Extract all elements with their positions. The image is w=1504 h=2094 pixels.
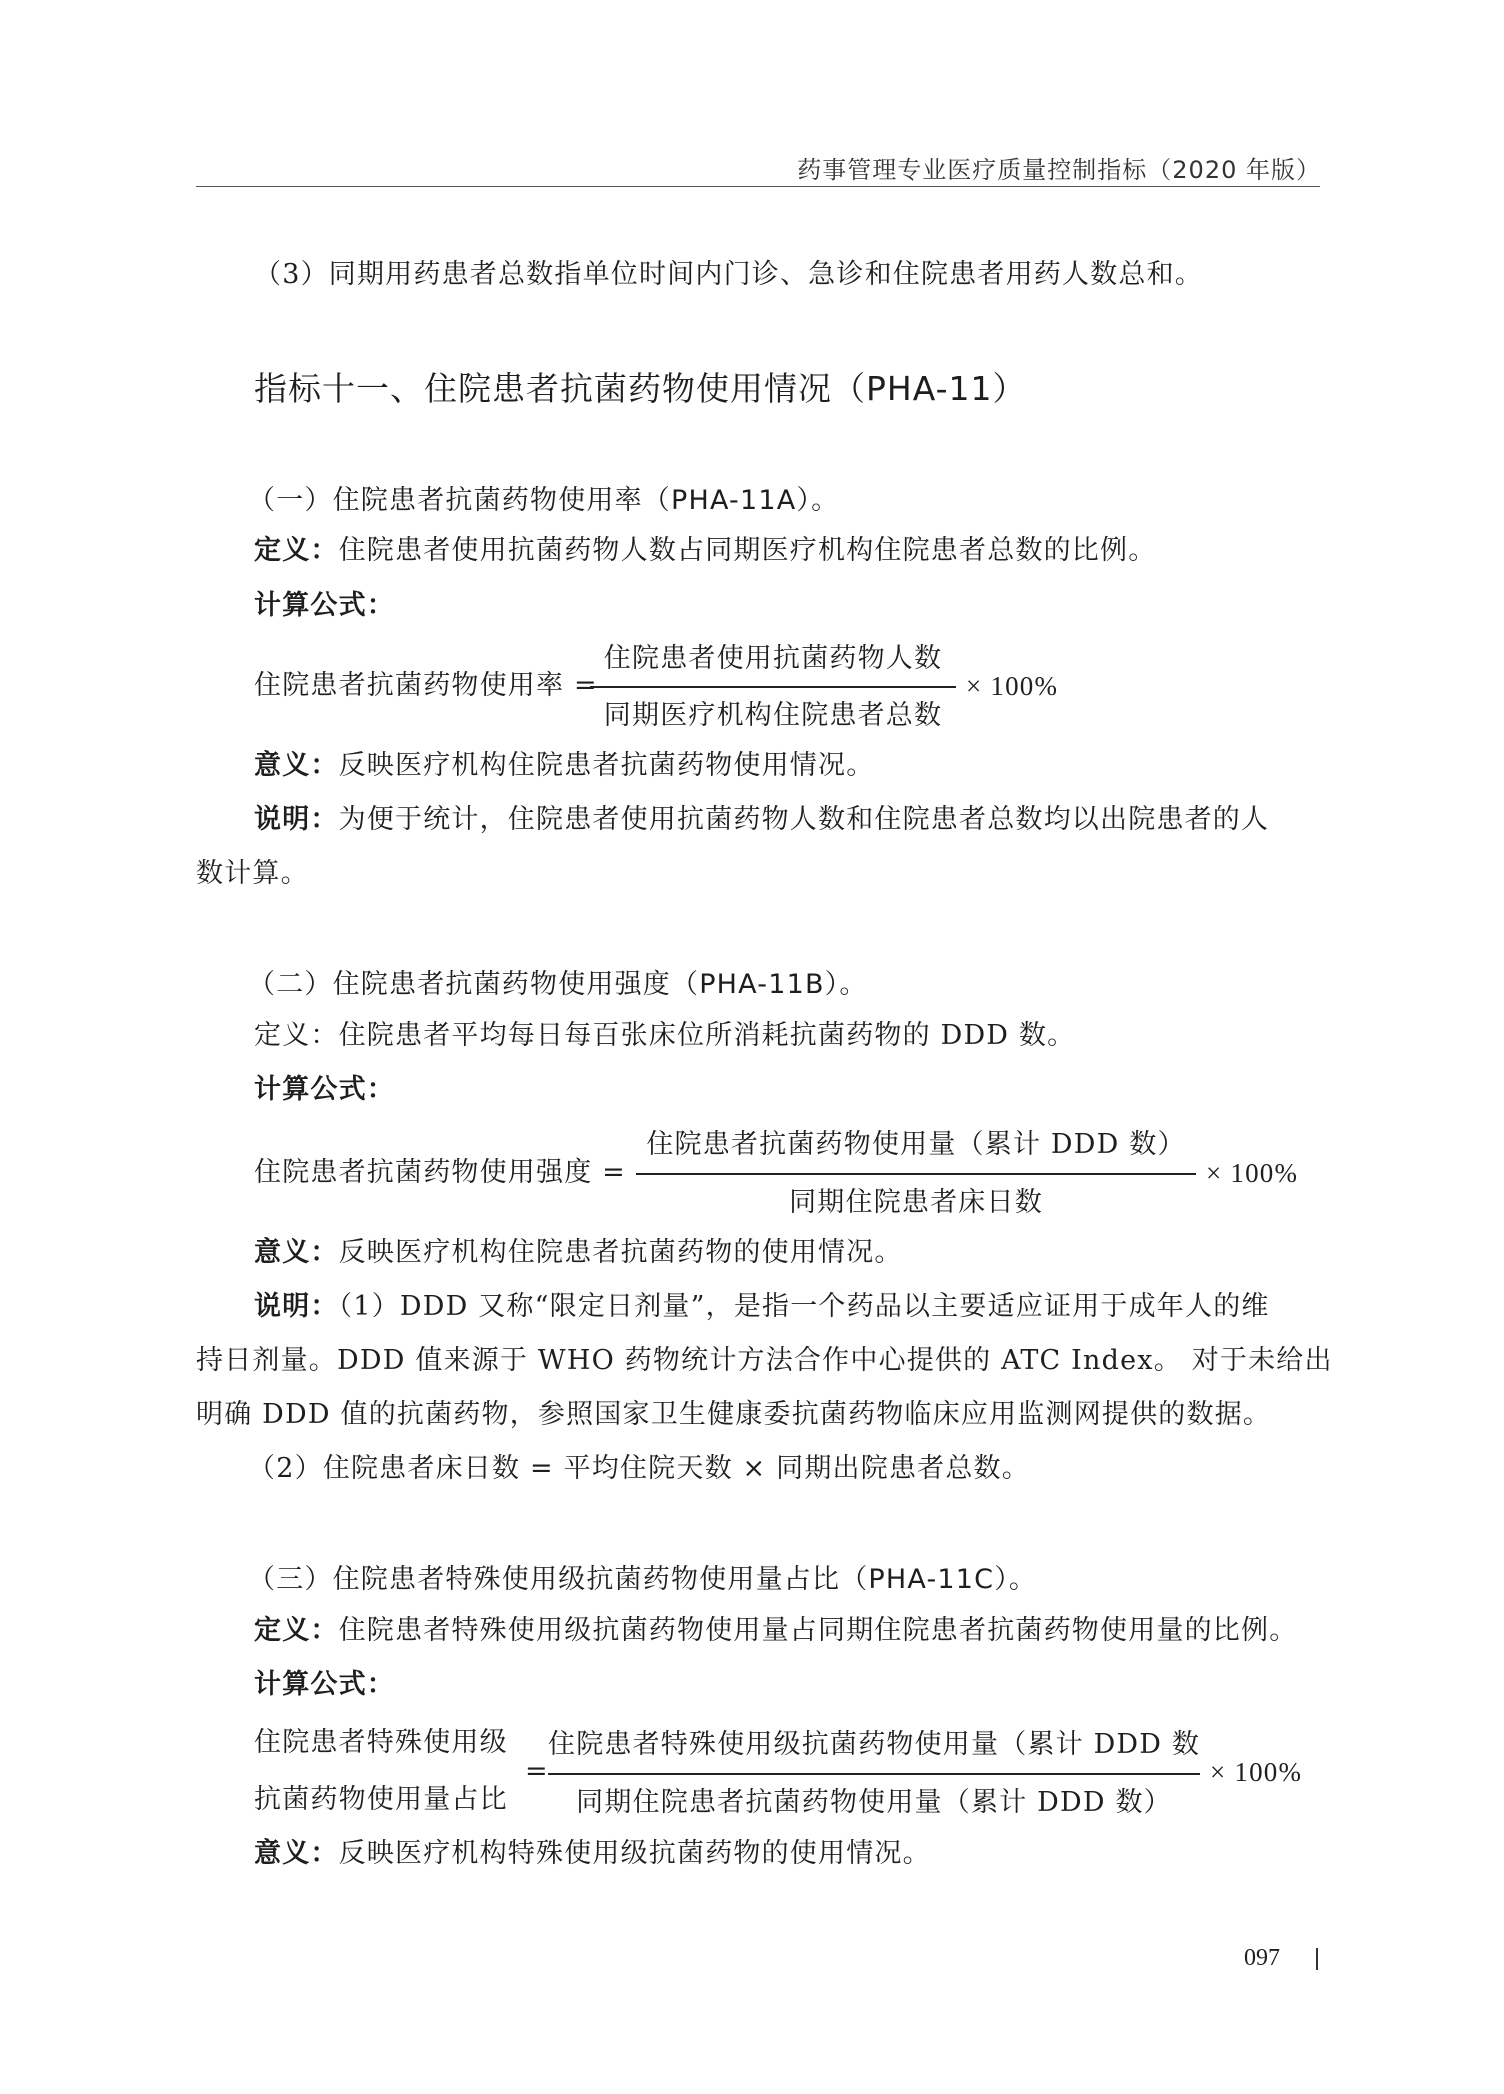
- subsection-c-meaning: [254, 1826, 931, 1882]
- subsection-b-note-line2: 持日剂量。DDD 值来源于 WHO 药物统计方法合作中心提供的 ATC Index。 对于未给出: [196, 1345, 1333, 1376]
- formula-a-factor: × 100%: [966, 671, 1059, 701]
- subsection-c-formula-label: 计算公式：: [254, 1669, 395, 1700]
- subsection-a-note-line2: 数计算。: [196, 858, 309, 889]
- subsection-b-note-line1: [254, 1279, 1270, 1335]
- meaning-label: 意义：: [254, 750, 339, 781]
- note-text: 为便于统计，住院患者使用抗菌药物人数和住院患者总数均以出院患者的人: [338, 804, 1270, 835]
- meaning-text: 反映医疗机构住院患者抗菌药物使用情况。: [338, 750, 875, 781]
- definition-text: 住院患者平均每日每百张床位所消耗抗菌药物的 DDD 数。: [338, 1020, 1076, 1051]
- subsection-b-note-line3: 明确 DDD 值的抗菌药物，参照国家卫生健康委抗菌药物临床应用监测网提供的数据。: [196, 1399, 1272, 1430]
- formula-b-lhs: 住院患者抗菌药物使用强度 =: [254, 1157, 627, 1188]
- section-title: 指标十一、住院患者抗菌药物使用情况（PHA-11）: [254, 369, 1027, 408]
- formula-a-denominator: 同期医疗机构住院患者总数: [603, 700, 943, 731]
- meaning-label: 意义：: [254, 1237, 339, 1268]
- subsection-a-title: （一）住院患者抗菌药物使用率（PHA-11A）。: [248, 485, 840, 516]
- running-header: 药事管理专业医疗质量控制指标（2020 年版）: [797, 156, 1321, 184]
- page-number-bar: [1316, 1948, 1318, 1970]
- subsection-c-definition: [254, 1603, 1297, 1659]
- definition-label: 定义：: [254, 1020, 339, 1051]
- formula-c-numerator: 住院患者特殊使用级抗菌药物使用量（累计 DDD 数: [548, 1729, 1201, 1760]
- meaning-text: 反映医疗机构住院患者抗菌药物的使用情况。: [338, 1237, 903, 1268]
- formula-b-numerator: 住院患者抗菌药物使用量（累计 DDD 数）: [646, 1129, 1186, 1160]
- header-rule: [196, 186, 1320, 187]
- page-number: 097: [1244, 1945, 1280, 1971]
- intro-note: （3）同期用药患者总数指单位时间内门诊、急诊和住院患者用药人数总和。: [254, 259, 1203, 290]
- definition-label: 定义：: [254, 535, 339, 566]
- formula-c-factor: × 100%: [1210, 1757, 1303, 1787]
- formula-c-lhs-line2: 抗菌药物使用量占比: [254, 1784, 508, 1815]
- definition-label: 定义：: [254, 1615, 339, 1646]
- formula-b-denominator: 同期住院患者床日数: [789, 1187, 1043, 1218]
- subsection-a-note-line1: [254, 792, 1269, 848]
- subsection-b-title: （二）住院患者抗菌药物使用强度（PHA-11B）。: [248, 969, 868, 1000]
- subsection-b-note-line4: （2）住院患者床日数 = 平均住院天数 × 同期出院患者总数。: [248, 1453, 1030, 1484]
- subsection-a-definition: [254, 523, 1156, 579]
- definition-text: 住院患者特殊使用级抗菌药物使用量占同期住院患者抗菌药物使用量的比例。: [338, 1615, 1298, 1646]
- definition-text: 住院患者使用抗菌药物人数占同期医疗机构住院患者总数的比例。: [338, 535, 1157, 566]
- formula-c-lhs-line1: 住院患者特殊使用级: [254, 1727, 508, 1758]
- meaning-text: 反映医疗机构特殊使用级抗菌药物的使用情况。: [338, 1838, 931, 1869]
- note-label: 说明：: [254, 1291, 339, 1322]
- meaning-label: 意义：: [254, 1838, 339, 1869]
- formula-c-equals: =: [525, 1756, 549, 1787]
- formula-a-lhs: 住院患者抗菌药物使用率 =: [254, 670, 598, 701]
- formula-a-numerator: 住院患者使用抗菌药物人数: [603, 643, 943, 674]
- subsection-a-meaning: [254, 738, 874, 794]
- formula-b-factor: × 100%: [1206, 1158, 1299, 1188]
- formula-c-denominator: 同期住院患者抗菌药物使用量（累计 DDD 数）: [576, 1787, 1172, 1818]
- note-text: （1）DDD 又称“限定日剂量”，是指一个药品以主要适应证用于成年人的维: [338, 1291, 1270, 1322]
- note-label: 说明：: [254, 804, 339, 835]
- subsection-b-meaning: [254, 1225, 903, 1281]
- subsection-c-title: （三）住院患者特殊使用级抗菌药物使用量占比（PHA-11C）。: [248, 1564, 1038, 1595]
- subsection-b-formula-label: 计算公式：: [254, 1074, 395, 1105]
- subsection-b-definition: [254, 1008, 1075, 1064]
- subsection-a-formula-label: 计算公式：: [254, 590, 395, 621]
